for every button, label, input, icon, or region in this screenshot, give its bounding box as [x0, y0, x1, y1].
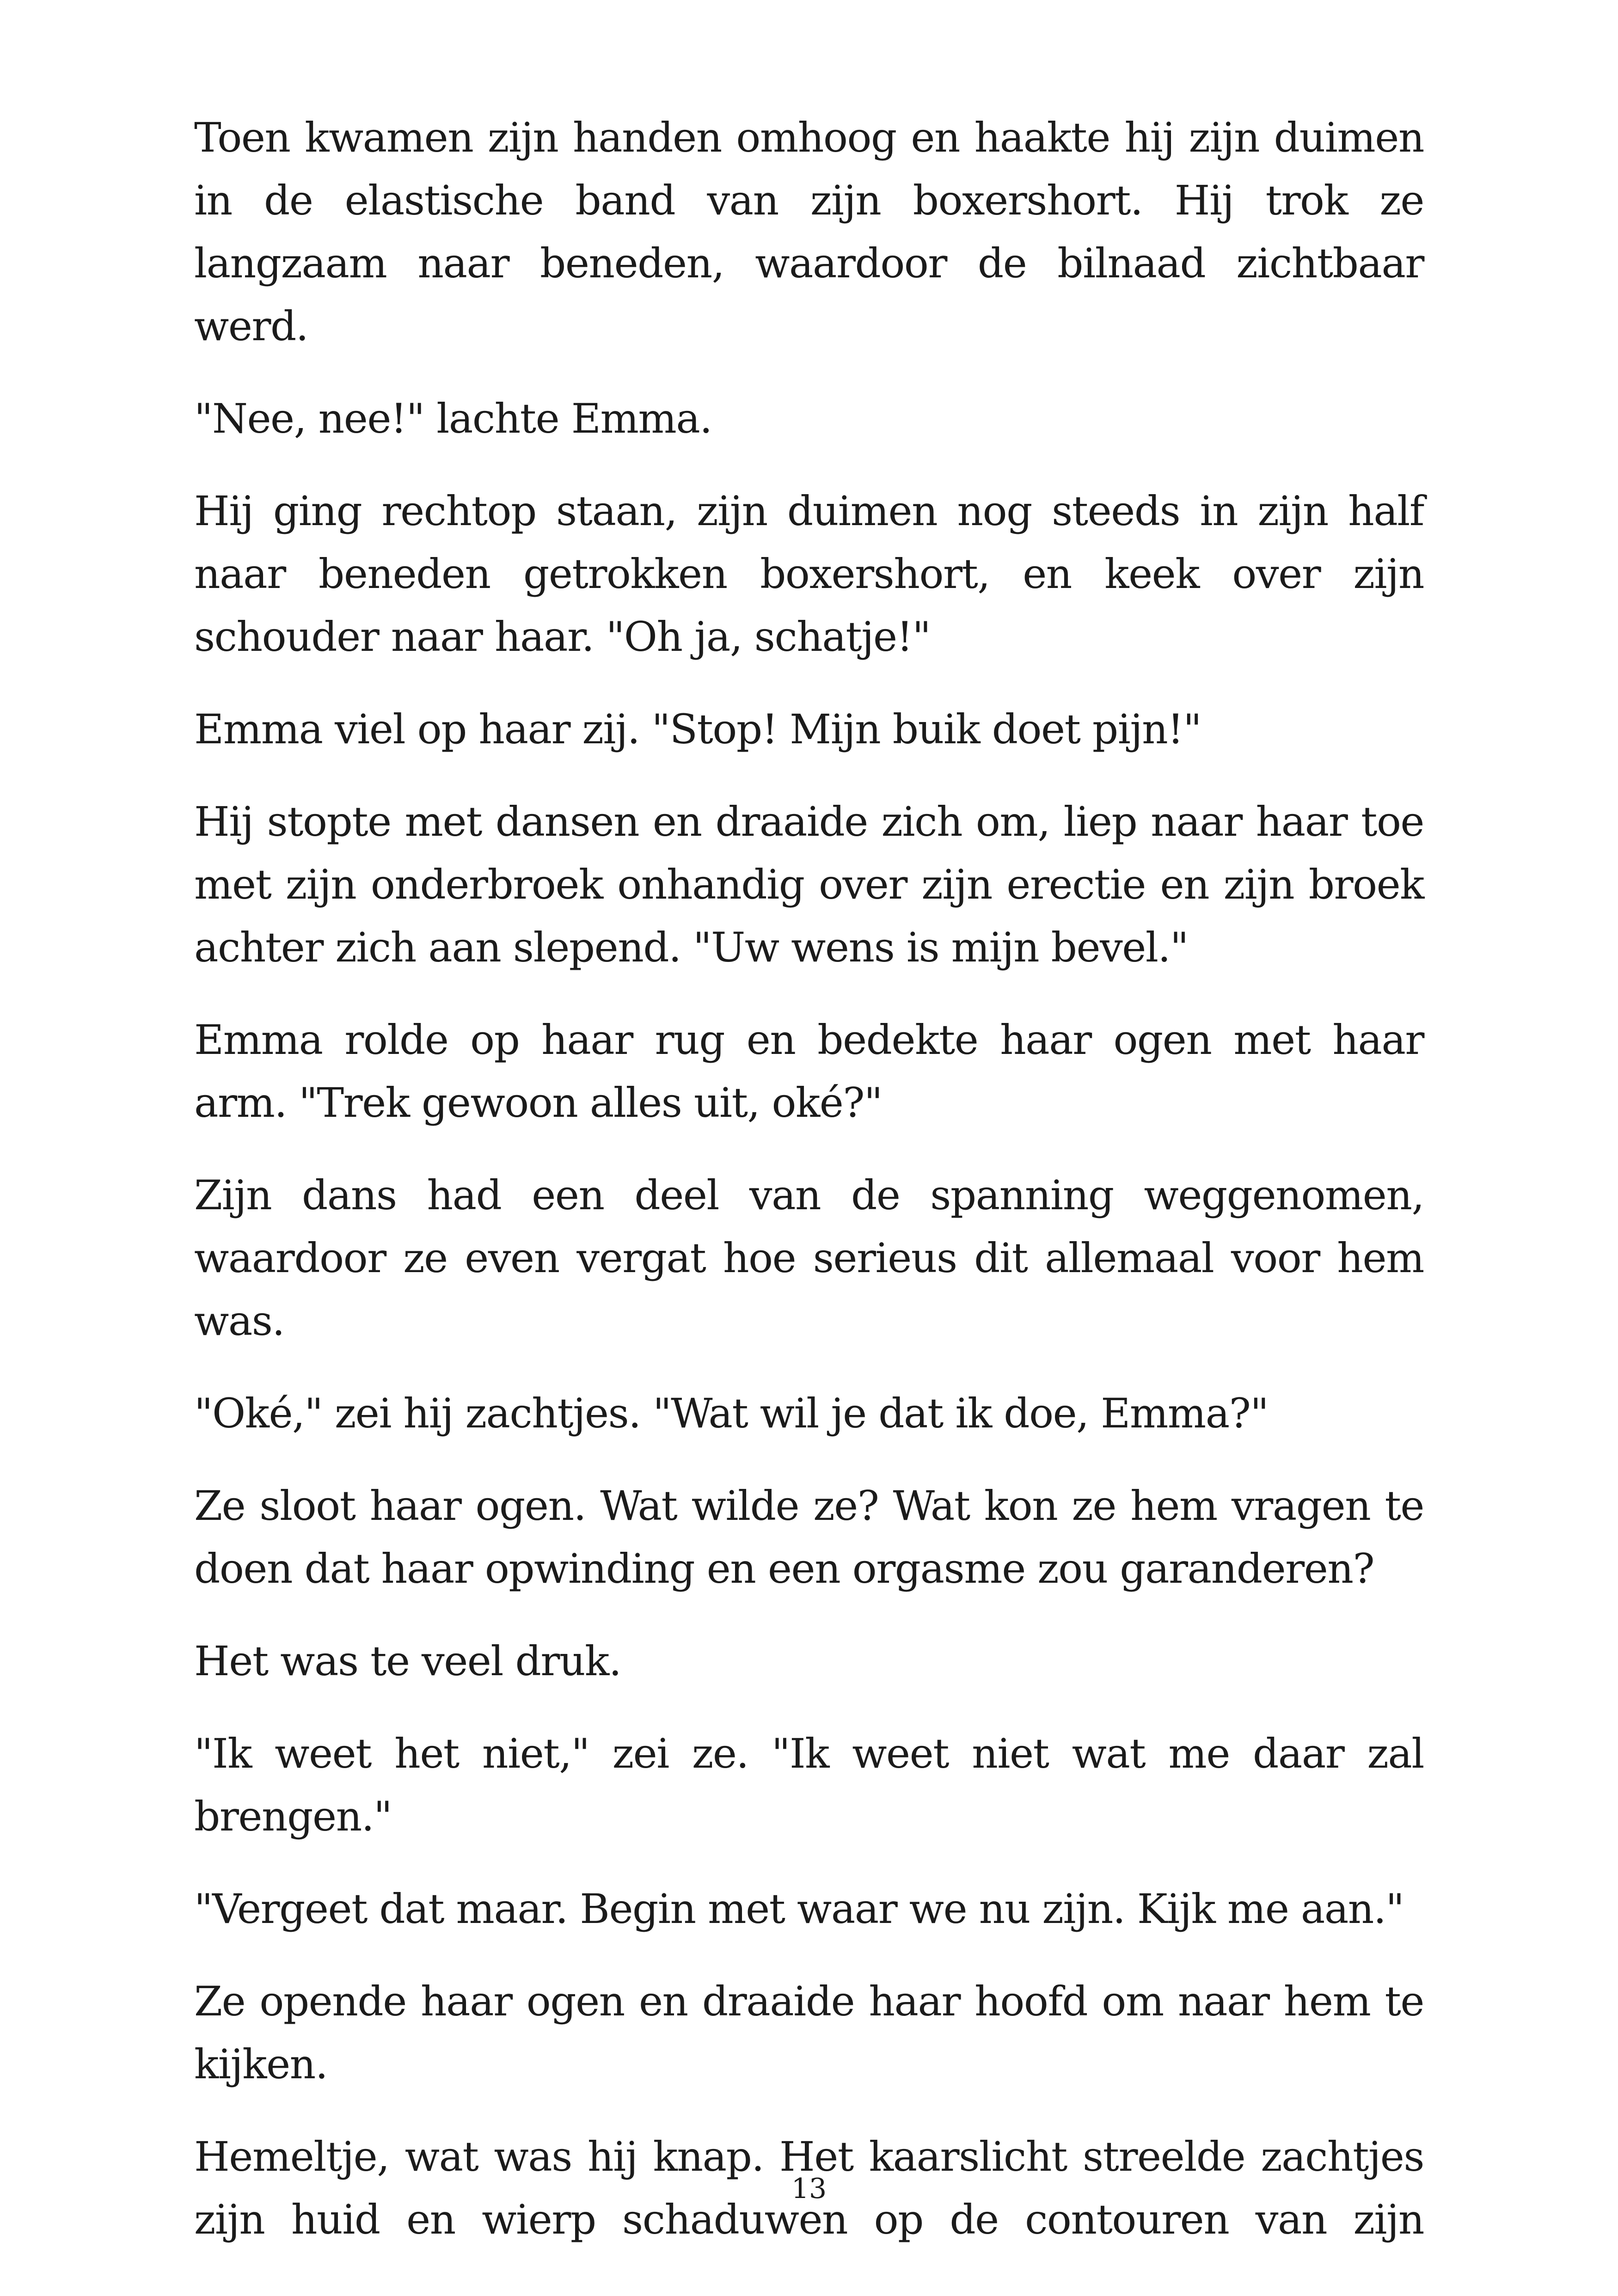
paragraph-4: Emma viel op haar zij. "Stop! Mijn buik doet pijn!": [194, 705, 1201, 753]
paragraph-13: Ze opende haar ogen en draaide haar hoofd om naar hem te kijken.: [194, 1978, 1424, 2088]
paragraph-7: Zijn dans had een deel van de spanning weggenomen, waardoor ze even vergat hoe serieus dit allemaal voor hem was.: [194, 1171, 1424, 1345]
page-number: 13: [791, 2173, 827, 2205]
paragraph-11: "Ik weet het niet," zei ze. "Ik weet niet wat me daar zal brengen.": [194, 1730, 1424, 1840]
paragraph-5: Hij stopte met dansen en draaide zich om, liep naar haar toe met zijn onderbroek onhandig over zijn erectie en zijn broek achter zich aan slepend. "Uw wens is mijn bevel.": [194, 798, 1424, 971]
paragraph-8: "Oké," zei hij zachtjes. "Wat wil je dat ik doe, Emma?": [194, 1390, 1269, 1437]
paragraph-12: "Vergeet dat maar. Begin met waar we nu zijn. Kijk me aan.": [194, 1885, 1404, 1933]
paragraph-10: Het was te veel druk.: [194, 1637, 621, 1685]
paragraph-6: Emma rolde op haar rug en bedekte haar ogen met haar arm. "Trek gewoon alles uit, oké?": [194, 1016, 1424, 1127]
paragraph-1: Toen kwamen zijn handen omhoog en haakte hij zijn duimen in de elastische band van zijn boxershort. Hij trok ze langzaam naar beneden, waardoor de bilnaad zichtbaar werd.: [194, 114, 1424, 350]
paragraph-3: Hij ging rechtop staan, zijn duimen nog steeds in zijn half naar beneden getrokken boxershort, en keek over zijn schouder naar haar. "Oh ja, schatje!": [194, 487, 1424, 661]
paragraph-14: Hemeltje, wat was hij knap. Het kaarslicht streelde zachtjes zijn huid en wierp schaduwen op de contouren van zijn: [194, 2133, 1424, 2243]
paragraph-9: Ze sloot haar ogen. Wat wilde ze? Wat kon ze hem vragen te doen dat haar opwinding en een orgasme zou garanderen?: [194, 1482, 1424, 1592]
paragraph-2: "Nee, nee!" lachte Emma.: [194, 395, 712, 442]
body-text: [194, 106, 1424, 2281]
